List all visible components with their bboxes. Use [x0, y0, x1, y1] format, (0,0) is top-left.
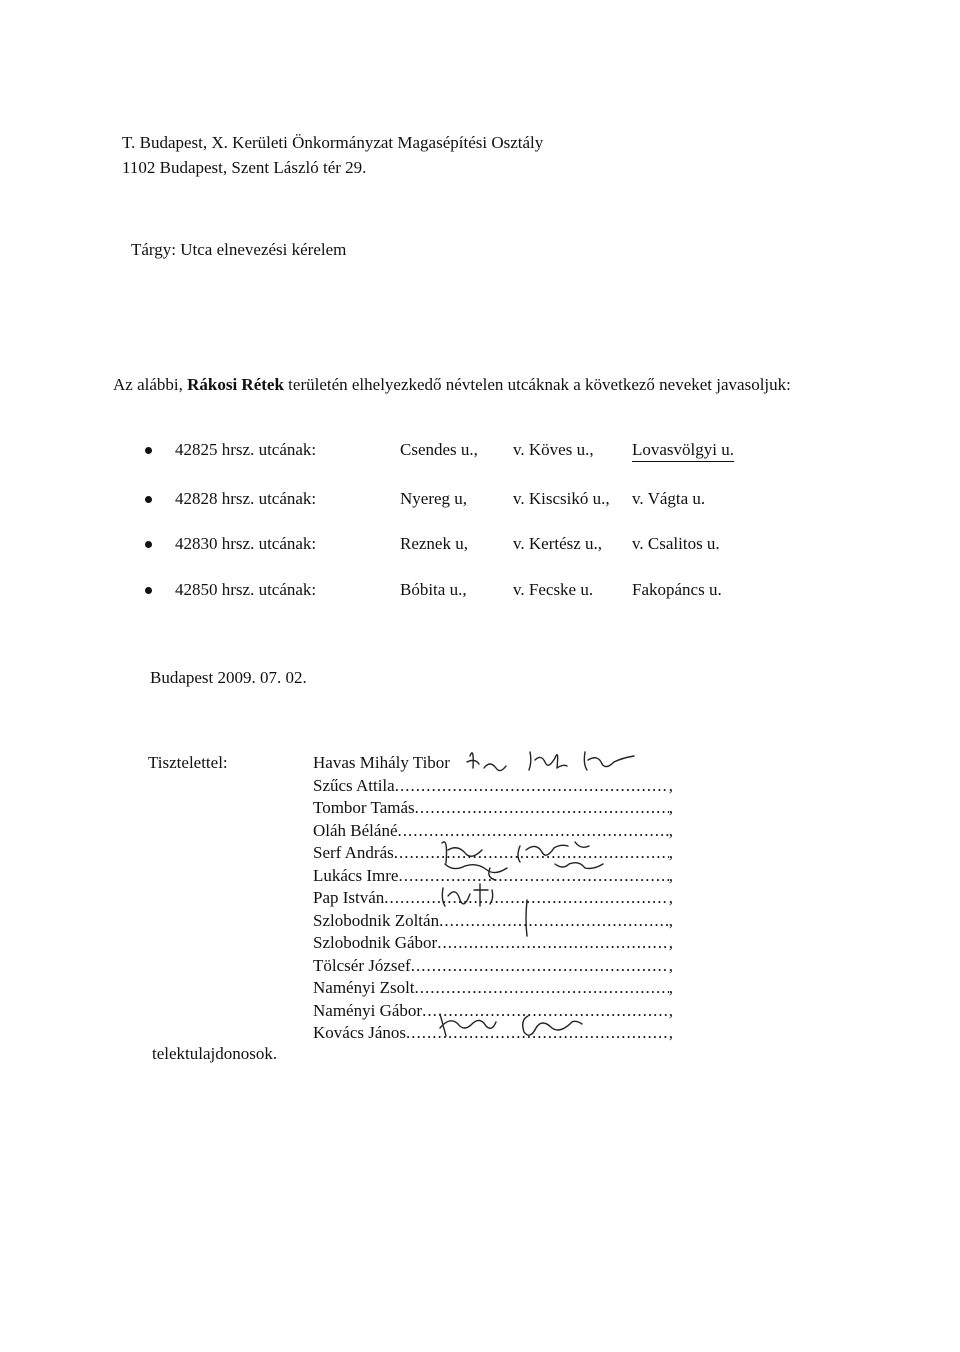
dotted-leader [437, 932, 669, 955]
street-name: Reznek u, [400, 534, 468, 553]
dotted-leader [422, 1000, 669, 1023]
signatory-row [313, 955, 673, 978]
dotted-leader [384, 887, 668, 910]
signatory-row [313, 820, 673, 843]
signatory-row [313, 977, 673, 1000]
dotted-leader [406, 1022, 669, 1045]
signatory-row [313, 910, 673, 933]
dotted-leader [439, 910, 669, 933]
intro-text-before: Az alábbi, [113, 375, 188, 394]
intro-text-after: területén elhelyezkedő névtelen utcáknak a következő neveket javasoljuk: [283, 375, 791, 394]
bullet-icon [145, 496, 152, 503]
dotted-leader [394, 842, 669, 865]
signatory-row [313, 932, 673, 955]
signatory-name: Naményi Gábor [313, 1000, 423, 1020]
street-name: Lovasvölgyi u. [632, 440, 734, 462]
signatory-row [313, 1022, 673, 1045]
row-end-punctuation: , [668, 955, 673, 975]
addressee-line-1: T. Budapest, X. Kerületi Önkormányzat Magasépítési Osztály [122, 133, 544, 152]
signatory-row [313, 752, 673, 775]
street-name: Nyereg u, [400, 489, 468, 508]
row-end-punctuation: , [668, 820, 673, 840]
dotted-leader [398, 865, 668, 888]
street-name: v. Kiscsikó u., [513, 489, 610, 508]
signatory-name: Pap István [313, 888, 385, 907]
signatory-name: Szlobodnik Gábor [313, 933, 438, 952]
row-end-punctuation: , [668, 775, 673, 795]
parcel-label: 42825 hrsz. utcának: [175, 440, 317, 459]
addressee-block [122, 130, 543, 180]
signatory-row [313, 775, 673, 798]
closing-salutation: Tisztelettel: [148, 753, 228, 772]
signatory-name: Tombor Tamás [313, 798, 415, 817]
bullet-icon [145, 541, 152, 548]
street-name: Fakopáncs u. [632, 580, 722, 599]
signatory-name: Lukács Imre [313, 865, 399, 885]
signatory-list [313, 752, 673, 1045]
signatory-name: Oláh Béláné [313, 820, 398, 840]
parcel-label: 42830 hrsz. utcának: [175, 534, 317, 553]
signatory-row [313, 1000, 673, 1023]
addressee-line-2: 1102 Budapest, Szent László tér 29. [122, 158, 367, 177]
signatory-name: Serf András [313, 843, 394, 862]
row-end-punctuation: , [668, 843, 673, 862]
row-end-punctuation: , [668, 888, 673, 907]
signatory-row [313, 887, 673, 910]
signatory-row [313, 865, 673, 888]
signatory-row [313, 797, 673, 820]
street-name: v. Köves u., [513, 440, 594, 459]
signatory-name: Tölcsér József [313, 955, 411, 975]
parcel-label: 42850 hrsz. utcának: [175, 580, 317, 599]
dotted-leader [411, 955, 669, 978]
dotted-leader [395, 775, 669, 798]
street-name: Csendes u., [400, 440, 478, 459]
street-name: v. Vágta u. [632, 489, 706, 508]
subject-line: Tárgy: Utca elnevezési kérelem [131, 240, 347, 259]
signatory-name: Naményi Zsolt [313, 978, 415, 997]
dotted-leader [415, 977, 669, 1000]
owners-label: telektulajdonosok. [152, 1044, 278, 1063]
signatory-name: Kovács János [313, 1023, 407, 1042]
signatory-row [313, 842, 673, 865]
row-end-punctuation: , [668, 1000, 673, 1020]
row-end-punctuation: , [668, 798, 673, 817]
letter-date: Budapest 2009. 07. 02. [150, 668, 307, 687]
intro-area-name: Rákosi Rétek [187, 375, 284, 394]
parcel-label: 42828 hrsz. utcának: [175, 489, 317, 508]
bullet-icon [145, 447, 152, 454]
intro-paragraph [113, 372, 853, 397]
street-name: v. Kertész u., [513, 534, 603, 553]
dotted-leader [398, 820, 669, 843]
street-name: v. Csalitos u. [632, 534, 720, 553]
signatory-name: Havas Mihály Tibor [313, 753, 450, 772]
row-end-punctuation: , [668, 1023, 673, 1042]
bullet-icon [145, 587, 152, 594]
street-name: v. Fecske u. [513, 580, 594, 599]
street-name: Bóbita u., [400, 580, 467, 599]
dotted-leader [415, 797, 669, 820]
row-end-punctuation: , [668, 865, 673, 885]
signatory-name: Szűcs Attila [313, 775, 395, 795]
signatory-name: Szlobodnik Zoltán [313, 910, 440, 930]
row-end-punctuation: , [668, 978, 673, 997]
row-end-punctuation: , [668, 910, 673, 930]
row-end-punctuation: , [668, 933, 673, 952]
